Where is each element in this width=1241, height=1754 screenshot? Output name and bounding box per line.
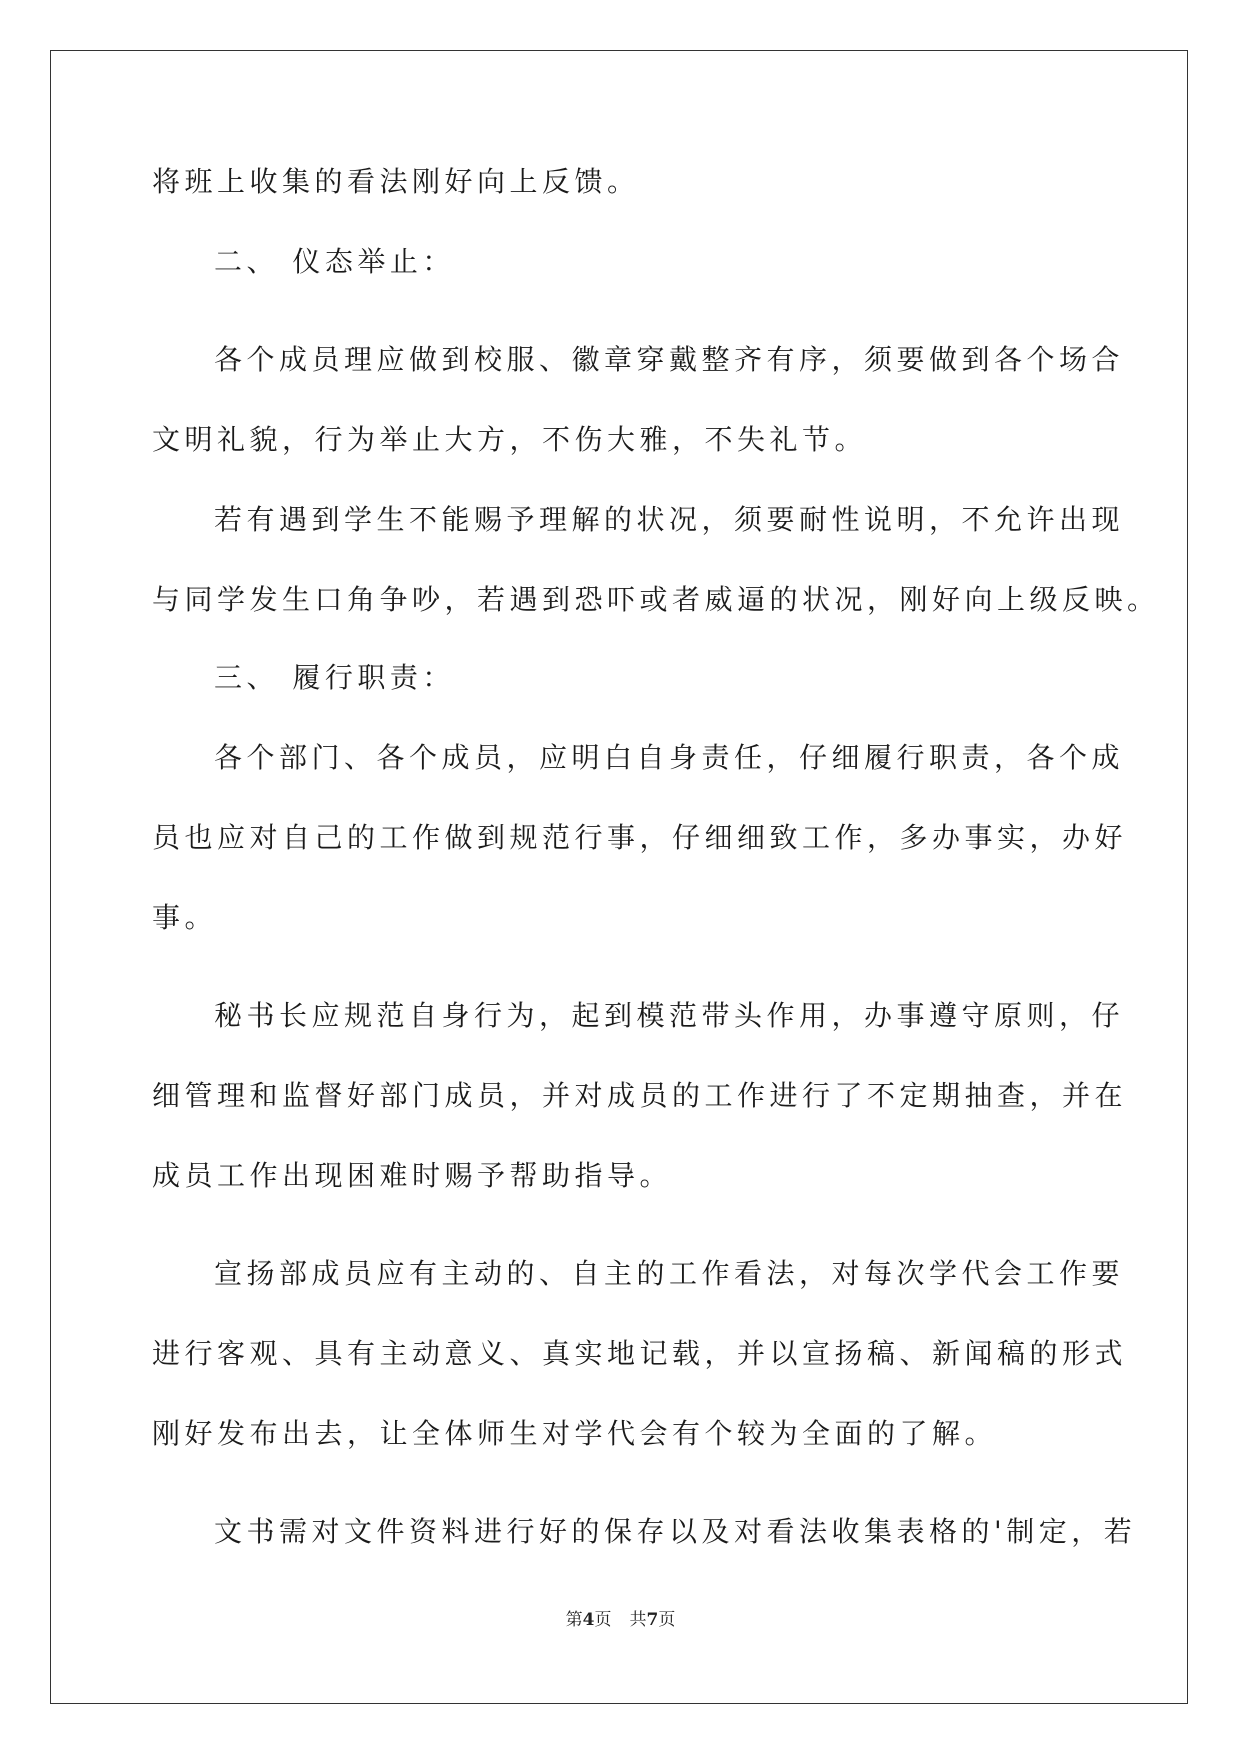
- page-prefix: 第: [565, 1610, 583, 1630]
- text-line: 将班上收集的看法刚好向上反馈。: [152, 165, 640, 198]
- total-suffix: 页: [658, 1610, 676, 1630]
- page-suffix: 页: [594, 1610, 612, 1630]
- paragraph-line: 事。: [152, 901, 218, 934]
- paragraph-line: 与同学发生口角争吵，若遇到恐吓或者威逼的状况，刚好向上级反映。: [152, 583, 1160, 616]
- paragraph-line: 宣扬部成员应有主动的、自主的工作看法，对每次学代会工作要: [214, 1257, 1125, 1290]
- paragraph-line: 细管理和监督好部门成员，并对成员的工作进行了不定期抽查，并在: [152, 1079, 1128, 1112]
- paragraph-line: 文书需对文件资料进行好的保存以及对看法收集表格的'制定，若: [214, 1515, 1137, 1548]
- total-pages-number: 7: [646, 1610, 659, 1630]
- paragraph-line: 各个成员理应做到校服、徽章穿戴整齐有序，须要做到各个场合: [214, 343, 1125, 376]
- paragraph-line: 员也应对自己的工作做到规范行事，仔细细致工作，多办事实，办好: [152, 821, 1128, 854]
- paragraph-line: 若有遇到学生不能赐予理解的状况，须要耐性说明，不允许出现: [214, 503, 1125, 536]
- current-page-number: 4: [582, 1610, 595, 1630]
- paragraph-line: 刚好发布出去，让全体师生对学代会有个较为全面的了解。: [152, 1417, 998, 1450]
- paragraph-line: 各个部门、各个成员，应明白自身责任，仔细履行职责，各个成: [214, 741, 1125, 774]
- paragraph-line: 秘书长应规范自身行为，起到模范带头作用，办事遵守原则，仔: [214, 999, 1125, 1032]
- paragraph-line: 成员工作出现困难时赐予帮助指导。: [152, 1159, 673, 1192]
- page-footer: [0, 1608, 1241, 1632]
- section-heading: 二、 仪态举止：: [214, 245, 455, 278]
- page-border: [50, 50, 1188, 1704]
- total-prefix: 共: [629, 1610, 647, 1630]
- section-heading: 三、 履行职责：: [214, 661, 455, 694]
- paragraph-line: 进行客观、具有主动意义、真实地记载，并以宣扬稿、新闻稿的形式: [152, 1337, 1128, 1370]
- paragraph-line: 文明礼貌，行为举止大方，不伤大雅，不失礼节。: [152, 423, 868, 456]
